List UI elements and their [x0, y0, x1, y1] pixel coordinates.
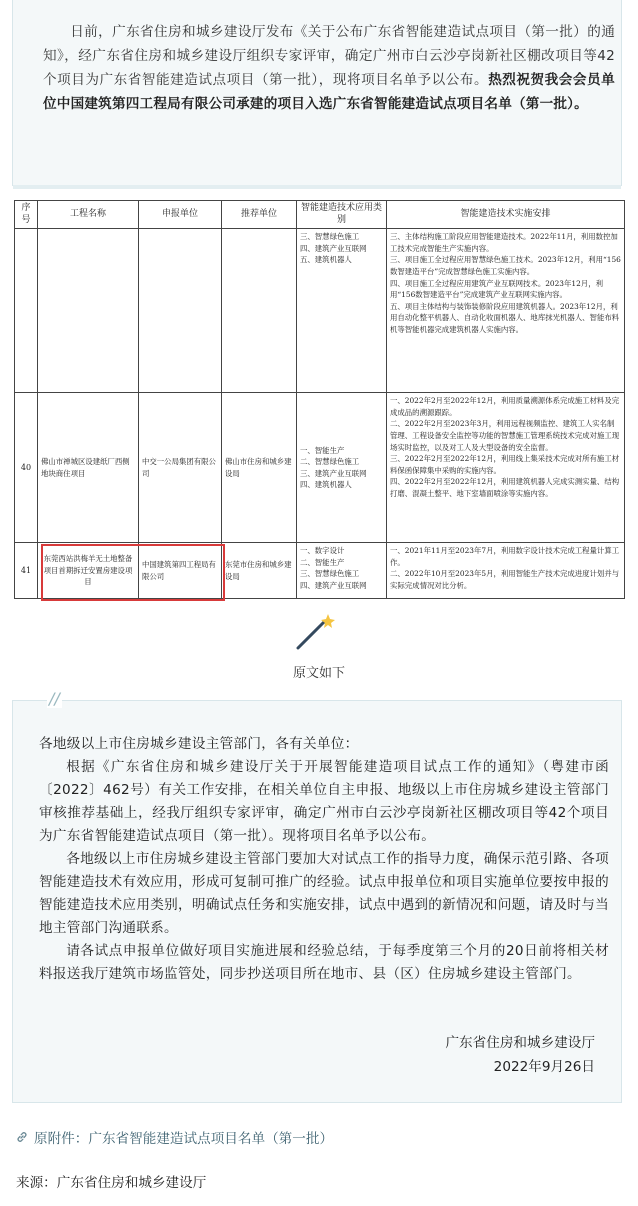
table-row [15, 229, 625, 393]
attachment-label: 原附件：广东省智能建造试点项目名单（第一批） [34, 1131, 334, 1147]
cell-category: 一、数字设计 二、智能生产 三、智慧绿色施工 四、建筑产业互联网 [297, 543, 387, 599]
issue-date: 2022年9月26日 [493, 1059, 595, 1075]
cell-plan: 一、2021年11月至2023年7月，利用数字设计技术完成工程量计算工作。 二、2022年10月至2023年5月，利用智能生产技术完成进度计划并与实际完成情况对比分析。 [387, 543, 625, 599]
cell-category: 一、智能生产 二、智慧绿色施工 三、建筑产业互联网 四、建筑机器人 [297, 393, 387, 543]
intro-panel [12, 0, 622, 186]
cell-recommender [222, 229, 297, 393]
col-header-category: 智能建造技术应用类别 [297, 201, 387, 229]
intro-paragraph [43, 20, 615, 116]
notice-paragraph: 请各试点申报单位做好项目实施进展和经验总结，于每季度第三个月的20日前将相关材料报送我厅建筑市场监管处，同步抄送项目所在地市、县（区）住房城乡建设主管部门。 [39, 943, 609, 982]
notice-panel [12, 689, 622, 1103]
notice-body [39, 733, 609, 986]
cell-recommender: 佛山市住房和城乡建设局 [222, 393, 297, 543]
col-header-name: 工程名称 [38, 201, 139, 229]
cell-applicant: 中交一公局集团有限公司 [139, 393, 222, 543]
cell-name: 东莞西站洪梅羊无土地整备项目首期拆迁安置房建设项目 [38, 543, 139, 599]
panel-shadow [13, 185, 621, 189]
project-table [14, 200, 625, 599]
intro-text: 日前，广东省住房和城乡建设厅发布《关于公布广东省智能建造试点项目（第一批）的通知》，经广东省住房和城乡建设厅组织专家评审，确定广州市白云沙亭岗新社区棚改项目等42个项目为广东省智能建造试点项目（第一批），现将项目名单予以公布。 [43, 24, 615, 88]
notice-paragraph: 各地级以上市住房城乡建设主管部门要加大对试点工作的指导力度，确保示范引路、各项智能建造技术有效应用，形成可复制可推广的经验。试点申报单位和项目实施单位要按申报的智能建造技术应用类别，明确试点任务和实施安排，试点中遇到的新情况和问题，请及时与当地主管部门沟通联系。 [39, 851, 609, 936]
link-icon [16, 1131, 30, 1147]
issuer: 广东省住房和城乡建设厅 [445, 1035, 595, 1051]
caption: 原文如下 [292, 666, 345, 681]
highlight-box [41, 544, 225, 601]
attachment-link[interactable] [16, 1127, 333, 1147]
cell-no: 40 [15, 393, 38, 543]
cell-plan: 一、2022年2月至2022年12月，利用质量溯源体系完成施工材料及完成成品的溯源跟踪。 二、2022年2月至2023年3月，利用远程视频监控、建筑工人实名制管理、工程设备安全监控等功能的智慧施工管理系统技术完成对施工现场实时监控，以及对工人及大型设备的安全监督。 三、2022年2月至2022年12月，利用线上集采技术完成对所有施工材料保函保障集中采购的实施内容。 四、2022年2月至2022年12月，利用建筑机器人完成实测实量、结构打磨、混凝土整平、地下室墙面喷涂等实施内容。 [387, 393, 625, 543]
cell-plan: 三、主体结构施工阶段应用智能建造技术。2022年11月，利用数控加工技术完成智能生产实施内容。 三、项目施工全过程应用智慧绿色施工技术。2023年12月，利用“156数智建造平台”完成智慧绿色施工实施内容。 四、项目施工全过程应用建筑产业互联网技术。2023年12月，利用“156数智建造平台”完成建筑产业互联网实施内容。 五、项目主体结构与装饰装修阶段应用建筑机器人。2023年12月，利用自动化整平机器人、自动化收面机器人、地库抹光机器人、智能布料机等智能机器完成建筑机器人实施内容。 [387, 229, 625, 393]
notice-paragraph: 根据《广东省住房和城乡建设厅关于开展智能建造项目试点工作的通知》（粤建市函〔2022〕462号）有关工作安排，在相关单位自主申报、地级以上市住房城乡建设主管部门审核推荐基础上，经我厅组织专家评审，确定广州市白云沙亭岗新社区棚改项目等42个项目为广东省智能建造试点项目（第一批）。现将项目名单予以公布。 [39, 759, 609, 844]
col-header-recommender: 推荐单位 [222, 201, 297, 229]
cell-name [38, 229, 139, 393]
cell-name: 佛山市禅城区设建纸厂西侧地块商住项目 [38, 393, 139, 543]
quote-mark-icon: // [49, 689, 60, 708]
notice-salutation: 各地级以上市住房城乡建设主管部门，各有关单位： [39, 736, 359, 752]
cell-category: 三、智慧绿色施工 四、建筑产业互联网 五、建筑机器人 [297, 229, 387, 393]
magic-wand-icon [292, 612, 336, 652]
table-header-row [15, 201, 625, 229]
col-header-no: 序号 [15, 201, 38, 229]
cell-recommender: 东莞市住房和城乡建设局 [222, 543, 297, 599]
cell-applicant [139, 229, 222, 393]
cell-no: 41 [15, 543, 38, 599]
source-text: 来源：广东省住房和城乡建设厅 [16, 1175, 207, 1191]
cell-applicant: 中国建筑第四工程局有限公司 [139, 543, 222, 599]
notice-signature [445, 1031, 595, 1079]
col-header-plan: 智能建造技术实施安排 [387, 201, 625, 229]
intro-bold-text: 热烈祝贺我会会员单位中国建筑第四工程局有限公司承建的项目入选广东省智能建造试点项目名单（第一批）。 [43, 72, 615, 112]
col-header-applicant: 申报单位 [139, 201, 222, 229]
table-row [15, 393, 625, 543]
cell-no [15, 229, 38, 393]
